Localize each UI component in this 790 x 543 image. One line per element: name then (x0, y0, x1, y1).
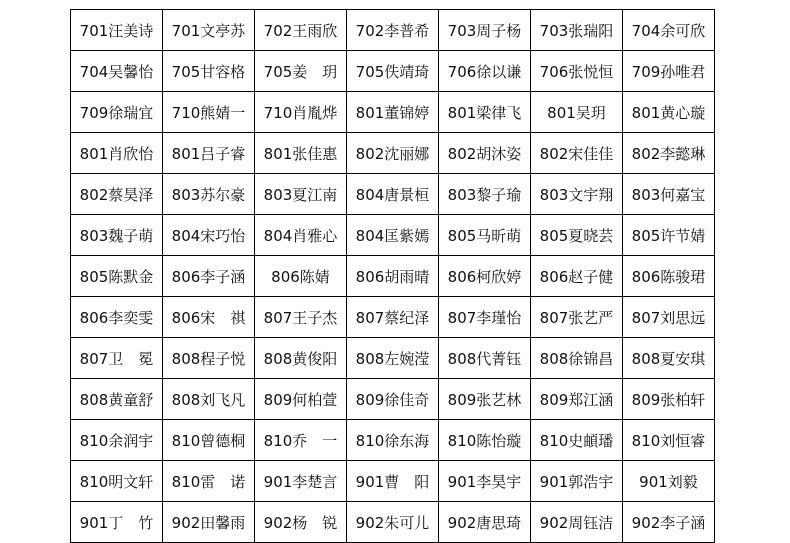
student-name-cell: 808左婉滢 (347, 338, 439, 379)
student-name-cell: 801黄心璇 (623, 92, 715, 133)
student-name-cell: 902朱可儿 (347, 502, 439, 543)
student-name-cell: 805马昕萌 (439, 215, 531, 256)
student-name-cell: 808程子悦 (163, 338, 255, 379)
student-name-cell: 810史頔璠 (531, 420, 623, 461)
student-name-cell: 706张悦恒 (531, 51, 623, 92)
table-row (71, 92, 715, 133)
student-name-cell: 808徐锦昌 (531, 338, 623, 379)
student-name-cell: 709孙唯君 (623, 51, 715, 92)
roster-table-body (71, 10, 715, 543)
table-row (71, 10, 715, 51)
student-name-cell: 806陈骏珺 (623, 256, 715, 297)
student-name-cell: 808黄童舒 (71, 379, 163, 420)
student-name-cell: 809何柏萱 (255, 379, 347, 420)
student-name-cell: 803文宇翔 (531, 174, 623, 215)
student-name-cell: 805夏晓芸 (531, 215, 623, 256)
student-name-cell: 803何嘉宝 (623, 174, 715, 215)
student-name-cell: 702王雨欣 (255, 10, 347, 51)
student-name-cell: 901李楚言 (255, 461, 347, 502)
student-name-cell: 902李子涵 (623, 502, 715, 543)
student-name-cell: 802宋佳佳 (531, 133, 623, 174)
student-name-cell: 804唐景桓 (347, 174, 439, 215)
table-row (71, 379, 715, 420)
student-name-cell: 802蔡昊泽 (71, 174, 163, 215)
table-row (71, 51, 715, 92)
student-name-cell: 901曹 阳 (347, 461, 439, 502)
student-name-cell: 801吴玥 (531, 92, 623, 133)
student-name-cell: 705姜 玥 (255, 51, 347, 92)
student-roster-table (70, 9, 715, 543)
student-name-cell: 810余润宇 (71, 420, 163, 461)
student-name-cell: 801肖欣怡 (71, 133, 163, 174)
student-name-cell: 705佚靖琦 (347, 51, 439, 92)
student-name-cell: 704余可欣 (623, 10, 715, 51)
student-name-cell: 902杨 锐 (255, 502, 347, 543)
student-name-cell: 803苏尔豪 (163, 174, 255, 215)
student-name-cell: 804宋巧怡 (163, 215, 255, 256)
student-name-cell: 810徐东海 (347, 420, 439, 461)
table-row (71, 215, 715, 256)
student-name-cell: 807刘思远 (623, 297, 715, 338)
student-name-cell: 706徐以谦 (439, 51, 531, 92)
student-name-cell: 806陈婧 (255, 256, 347, 297)
student-name-cell: 806宋 祺 (163, 297, 255, 338)
student-name-cell: 701汪美诗 (71, 10, 163, 51)
student-name-cell: 810乔 一 (255, 420, 347, 461)
table-row (71, 133, 715, 174)
student-name-cell: 803魏子萌 (71, 215, 163, 256)
student-name-cell: 810曾德桐 (163, 420, 255, 461)
student-name-cell: 804肖雅心 (255, 215, 347, 256)
student-name-cell: 901李昊宇 (439, 461, 531, 502)
student-name-cell: 807张艺严 (531, 297, 623, 338)
student-name-cell: 710熊婧一 (163, 92, 255, 133)
student-name-cell: 809徐佳奇 (347, 379, 439, 420)
table-row (71, 502, 715, 543)
student-name-cell: 809张柏轩 (623, 379, 715, 420)
student-name-cell: 702李普希 (347, 10, 439, 51)
student-name-cell: 806李子涵 (163, 256, 255, 297)
student-name-cell: 806柯欣婷 (439, 256, 531, 297)
student-name-cell: 809郑江涵 (531, 379, 623, 420)
student-name-cell: 902田馨雨 (163, 502, 255, 543)
student-name-cell: 701文亭苏 (163, 10, 255, 51)
student-name-cell: 703周子杨 (439, 10, 531, 51)
student-name-cell: 801梁律飞 (439, 92, 531, 133)
student-name-cell: 803黎子瑜 (439, 174, 531, 215)
student-name-cell: 806胡雨晴 (347, 256, 439, 297)
student-name-cell: 810雷 诺 (163, 461, 255, 502)
student-name-cell: 801吕子睿 (163, 133, 255, 174)
student-name-cell: 709徐瑞宜 (71, 92, 163, 133)
student-name-cell: 810刘恒睿 (623, 420, 715, 461)
student-name-cell: 806李奕雯 (71, 297, 163, 338)
student-name-cell: 810陈怡璇 (439, 420, 531, 461)
student-name-cell: 902周钰洁 (531, 502, 623, 543)
student-name-cell: 901郭浩宇 (531, 461, 623, 502)
student-name-cell: 808黄俊阳 (255, 338, 347, 379)
student-name-cell: 808刘飞凡 (163, 379, 255, 420)
student-name-cell: 803夏江南 (255, 174, 347, 215)
student-name-cell: 801董锦婷 (347, 92, 439, 133)
student-name-cell: 809张艺林 (439, 379, 531, 420)
student-name-cell: 703张瑞阳 (531, 10, 623, 51)
table-row (71, 461, 715, 502)
table-row (71, 338, 715, 379)
table-row (71, 256, 715, 297)
student-name-cell: 902唐思琦 (439, 502, 531, 543)
student-name-cell: 807王子杰 (255, 297, 347, 338)
student-name-cell: 808代菁钰 (439, 338, 531, 379)
student-name-cell: 901刘毅 (623, 461, 715, 502)
table-row (71, 420, 715, 461)
table-row (71, 297, 715, 338)
student-name-cell: 810明文轩 (71, 461, 163, 502)
student-name-cell: 802沈丽娜 (347, 133, 439, 174)
student-name-cell: 807蔡纪泽 (347, 297, 439, 338)
student-name-cell: 704吴馨怡 (71, 51, 163, 92)
table-row (71, 174, 715, 215)
student-name-cell: 710肖胤烨 (255, 92, 347, 133)
student-name-cell: 705甘容格 (163, 51, 255, 92)
student-name-cell: 805陈默金 (71, 256, 163, 297)
student-name-cell: 801张佳惠 (255, 133, 347, 174)
student-name-cell: 805许节婧 (623, 215, 715, 256)
student-name-cell: 807李瑾怡 (439, 297, 531, 338)
student-name-cell: 806赵子健 (531, 256, 623, 297)
student-name-cell: 807卫 冕 (71, 338, 163, 379)
student-name-cell: 901丁 竹 (71, 502, 163, 543)
student-name-cell: 808夏安琪 (623, 338, 715, 379)
student-name-cell: 804匡紫嫣 (347, 215, 439, 256)
student-name-cell: 802李懿琳 (623, 133, 715, 174)
student-name-cell: 802胡沐姿 (439, 133, 531, 174)
